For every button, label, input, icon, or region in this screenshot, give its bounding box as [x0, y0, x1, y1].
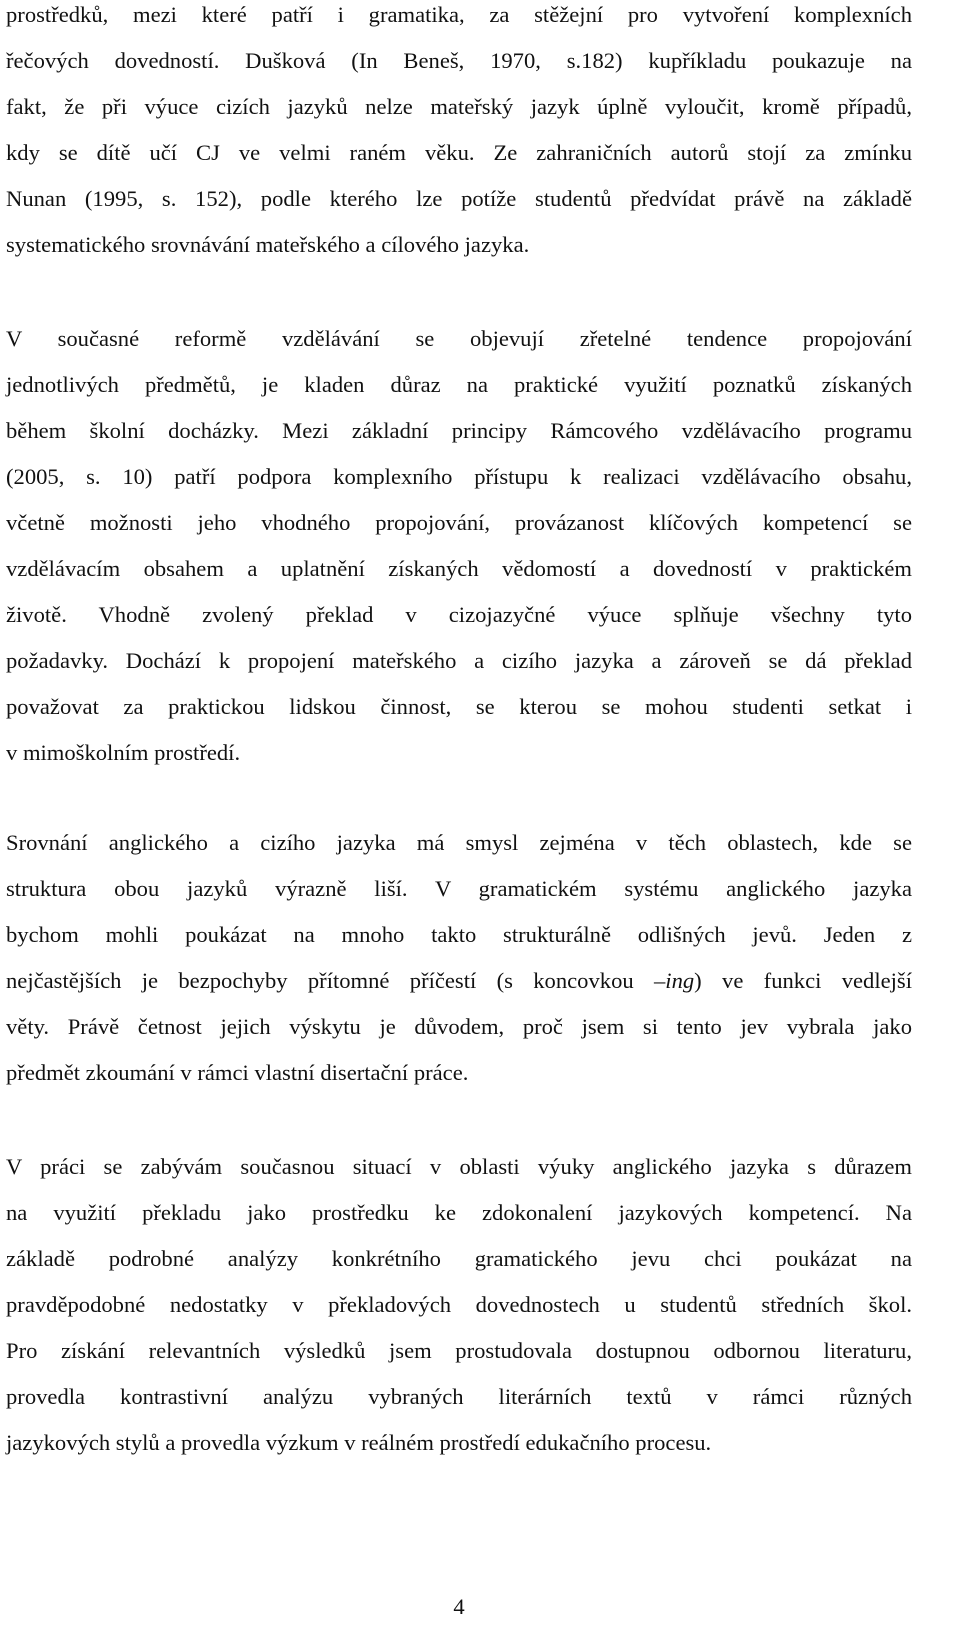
text-line: provedla kontrastivní analýzu vybraných literárních textů v rámci různých	[6, 1384, 912, 1409]
paragraph-2	[6, 316, 912, 776]
text-line: předmět zkoumání v rámci vlastní disertační práce.	[6, 1060, 469, 1085]
text-line: požadavky. Dochází k propojení mateřského a cizího jazyka a zároveň se dá překlad	[6, 648, 912, 673]
text-line: Pro získání relevantních výsledků jsem prostudovala dostupnou odbornou literaturu,	[6, 1338, 912, 1363]
text-line: základě podrobné analýzy konkrétního gramatického jevu chci poukázat na	[6, 1246, 912, 1271]
text-line: kdy se dítě učí CJ ve velmi raném věku. Ze zahraničních autorů stojí za zmínku	[6, 140, 912, 165]
text-line: V současné reformě vzdělávání se objevují zřetelné tendence propojování	[6, 326, 912, 351]
text-line: systematického srovnávání mateřského a cílového jazyka.	[6, 232, 530, 257]
text-line: pravděpodobné nedostatky v překladových dovednostech u studentů středních škol.	[6, 1292, 912, 1317]
text-line: Srovnání anglického a cizího jazyka má smysl zejména v těch oblastech, kde se	[6, 830, 912, 855]
text-line: v mimoškolním prostředí.	[6, 740, 241, 765]
text-line: jazykových stylů a provedla výzkum v reálném prostředí edukačního procesu.	[6, 1430, 712, 1455]
text-line: považovat za praktickou lidskou činnost, se kterou se mohou studenti setkat i	[6, 694, 912, 719]
text-line: bychom mohli poukázat na mnoho takto strukturálně odlišných jevů. Jeden z	[6, 922, 912, 947]
text-line: během školní docházky. Mezi základní principy Rámcového vzdělávacího programu	[6, 418, 912, 443]
text-line: vzdělávacím obsahem a uplatnění získaných vědomostí a dovedností v praktickém	[6, 556, 912, 581]
paragraph-3	[6, 820, 912, 1096]
paragraph-4	[6, 1144, 912, 1466]
paragraph-1	[6, 0, 912, 268]
text-line: jednotlivých předmětů, je kladen důraz na praktické využití poznatků získaných	[6, 372, 912, 397]
text-line: fakt, že při výuce cizích jazyků nelze mateřský jazyk úplně vyloučit, kromě případů,	[6, 94, 912, 119]
text-line: včetně možnosti jeho vhodného propojování, provázanost klíčových kompetencí se	[6, 510, 912, 535]
text-line: na využití překladu jako prostředku ke zdokonalení jazykových kompetencí. Na	[6, 1200, 912, 1225]
text-line: věty. Právě četnost jejich výskytu je důvodem, proč jsem si tento jev vybrala jako	[6, 1014, 912, 1039]
text-line: řečových dovedností. Dušková (In Beneš, 1970, s.182) kupříkladu poukazuje na	[6, 48, 912, 73]
text-line: (2005, s. 10) patří podpora komplexního přístupu k realizaci vzdělávacího obsahu,	[6, 464, 912, 489]
text-line: prostředků, mezi které patří i gramatika, za stěžejní pro vytvoření komplexních	[6, 2, 912, 27]
page-number: 4	[453, 1594, 465, 1619]
text-line: nejčastějších je bezpochyby přítomné příčestí (s koncovkou –ing) ve funkci vedlejší	[6, 968, 912, 993]
text-line: životě. Vhodně zvolený překlad v cizojazyčné výuce splňuje všechny tyto	[6, 602, 912, 627]
text-line: Nunan (1995, s. 152), podle kterého lze potíže studentů předvídat právě na základě	[6, 186, 912, 211]
text-line: struktura obou jazyků výrazně liší. V gramatickém systému anglického jazyka	[6, 876, 912, 901]
text-line: V práci se zabývám současnou situací v oblasti výuky anglického jazyka s důrazem	[6, 1154, 912, 1179]
